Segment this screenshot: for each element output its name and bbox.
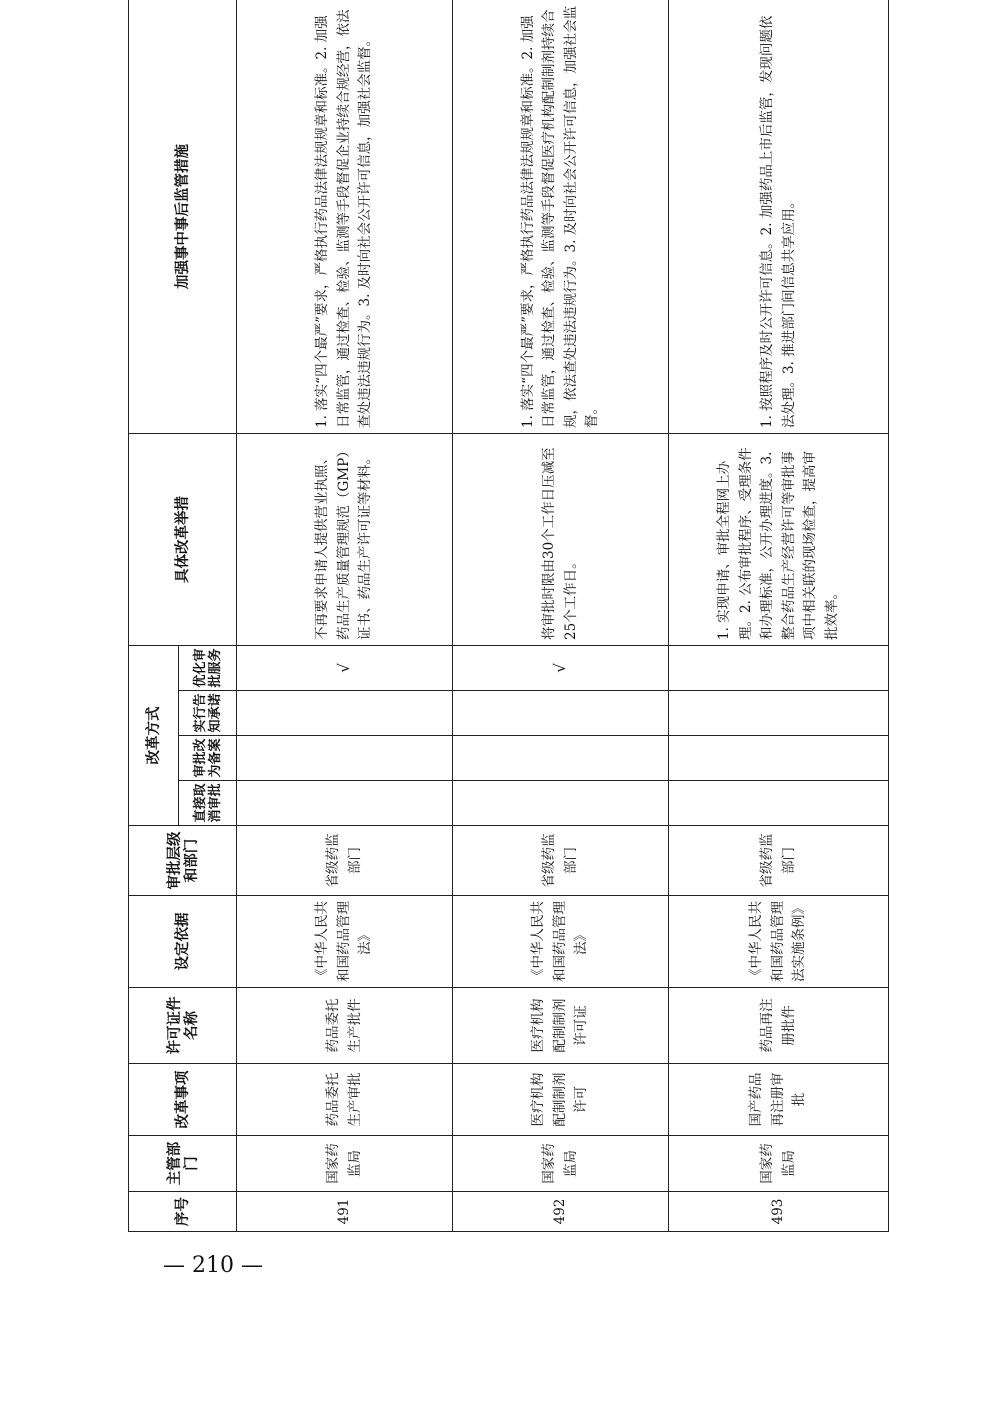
- cell-seq: 492: [453, 1192, 669, 1232]
- cell-item: 国产药品再注册审批: [669, 1064, 889, 1136]
- cell-dept: 国家药监局: [669, 1136, 889, 1192]
- cell-dept: 国家药监局: [237, 1136, 453, 1192]
- header-supervision: 加强事中事后监管措施: [129, 0, 237, 434]
- cell-mode-optimize: √: [237, 646, 453, 691]
- cell-supervision: 1. 按照程序及时公开许可信息。2. 加强药品上市后监管，发现问题依法处理。3. 推进部门间信息共享应用。: [669, 0, 889, 434]
- cell-mode-cancel: [237, 781, 453, 826]
- header-measures: 具体改革举措: [129, 434, 237, 646]
- cell-measures: 不再要求申请人提供营业执照、药品生产质量管理规范（GMP）证书、药品生产许可证等材料。: [237, 434, 453, 646]
- cell-level: 省级药监部门: [237, 826, 453, 896]
- header-mode-notify: 实行告知承诺: [179, 691, 237, 736]
- cell-level: 省级药监部门: [453, 826, 669, 896]
- cell-mode-notify: [669, 691, 889, 736]
- header-row-1: [129, 0, 179, 1232]
- header-mode-optimize: 优化审批服务: [179, 646, 237, 691]
- cell-mode-optimize: √: [453, 646, 669, 691]
- cell-seq: 491: [237, 1192, 453, 1232]
- cell-mode-record: [453, 736, 669, 781]
- cell-license: 医疗机构配制制剂许可证: [453, 988, 669, 1064]
- cell-measures: 将审批时限由30个工作日压减至25个工作日。: [453, 434, 669, 646]
- rotated-table-container: [128, 0, 864, 1232]
- header-level: 审批层级和部门: [129, 826, 237, 896]
- cell-level: 省级药监部门: [669, 826, 889, 896]
- cell-dept: 国家药监局: [453, 1136, 669, 1192]
- cell-mode-cancel: [453, 781, 669, 826]
- cell-supervision: 1. 落实“四个最严”要求，严格执行药品法律法规规章和标准。2. 加强日常监管，通过检查、检验、监测等手段督促医疗机构配制制剂持续合规，依法查处违法违规行为。3. 及时向社会公开许可信息，加强社会监督。: [453, 0, 669, 434]
- cell-mode-optimize: [669, 646, 889, 691]
- cell-item: 药品委托生产审批: [237, 1064, 453, 1136]
- cell-mode-notify: [237, 691, 453, 736]
- table-row: [453, 0, 669, 1232]
- cell-license: 药品委托生产批件: [237, 988, 453, 1064]
- cell-mode-cancel: [669, 781, 889, 826]
- cell-seq: 493: [669, 1192, 889, 1232]
- cell-item: 医疗机构配制制剂许可: [453, 1064, 669, 1136]
- reform-items-table: [128, 0, 889, 1232]
- cell-basis: 《中华人民共和国药品管理法》: [453, 896, 669, 988]
- cell-basis: 《中华人民共和国药品管理法》: [237, 896, 453, 988]
- table-row: [237, 0, 453, 1232]
- cell-basis: 《中华人民共和国药品管理法实施条例》: [669, 896, 889, 988]
- header-mode-record: 审批改为备案: [179, 736, 237, 781]
- cell-measures: 1. 实现申请、审批全程网上办理。2. 公布审批程序、受理条件和办理标准，公开办理进度。3. 整合药品生产经营许可等审批事项中相关联的现场检查，提高审批效率。: [669, 434, 889, 646]
- header-reform-mode: 改革方式: [129, 646, 179, 826]
- cell-mode-record: [669, 736, 889, 781]
- header-basis: 设定依据: [129, 896, 237, 988]
- cell-mode-record: [237, 736, 453, 781]
- cell-mode-notify: [453, 691, 669, 736]
- cell-supervision: 1. 落实“四个最严”要求，严格执行药品法律法规规章和标准。2. 加强日常监管，通过检查、检验、监测等手段督促企业持续合规经营，依法查处违法违规行为。3. 及时向社会公开许可信息，加强社会监督。: [237, 0, 453, 434]
- header-dept: 主管部门: [129, 1136, 237, 1192]
- header-license: 许可证件名称: [129, 988, 237, 1064]
- header-item: 改革事项: [129, 1064, 237, 1136]
- cell-license: 药品再注册批件: [669, 988, 889, 1064]
- page-number: — 210 —: [163, 1253, 263, 1278]
- header-mode-cancel: 直接取消审批: [179, 781, 237, 826]
- table-row: [669, 0, 889, 1232]
- header-seq: 序号: [129, 1192, 237, 1232]
